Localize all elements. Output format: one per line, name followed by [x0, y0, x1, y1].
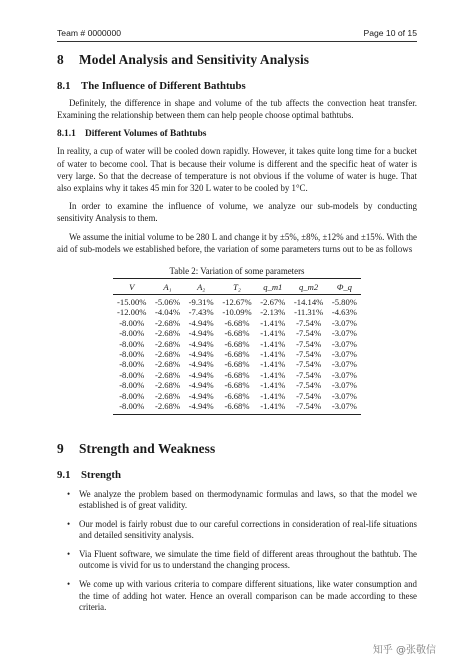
table-cell: -9.31%	[188, 297, 214, 308]
table-cell: -2.67%	[260, 297, 286, 308]
table-cell: -2.68%	[155, 359, 181, 370]
table-cell: -2.13%	[260, 307, 286, 318]
list-item	[67, 548, 417, 572]
table-row	[113, 295, 361, 308]
table-cell: -3.07%	[331, 359, 357, 370]
table-cell: -1.41%	[260, 359, 286, 370]
table-cell: -6.68%	[224, 390, 250, 401]
strength-list	[57, 489, 417, 614]
paragraph-sensitivity: In order to examine the influence of volume, we analyze our sub-models by conducting sensitivity Analysis to them.	[57, 201, 417, 224]
table-cell: -1.41%	[260, 349, 286, 360]
table-cell: -2.68%	[155, 390, 181, 401]
table-cell: -8.00%	[113, 401, 151, 414]
table-row	[113, 359, 361, 369]
table-cell: -8.00%	[119, 359, 145, 370]
list-item-text: Our model is fairly robust due to our careful corrections in consideration of real-life situations and detailed sensitivity analysis.	[79, 518, 417, 541]
list-item	[67, 579, 417, 614]
table-header-row	[113, 279, 361, 295]
table-cell: -2.68%	[151, 401, 185, 414]
table-row	[113, 370, 361, 380]
table-cell: -4.63%	[331, 307, 357, 318]
table-cell: -7.54%	[296, 349, 322, 360]
table-cell: -4.94%	[188, 390, 214, 401]
table-cell: -3.07%	[331, 317, 357, 328]
table-cell: -2.68%	[155, 349, 181, 360]
table-cell: -7.43%	[188, 307, 214, 318]
table-cell: -6.68%	[224, 369, 250, 380]
table-cell: -7.54%	[296, 317, 322, 328]
table-cell: -2.68%	[155, 380, 181, 391]
table-cell: -8.00%	[119, 369, 145, 380]
column-header-a2: A₂	[184, 279, 218, 295]
column-header-t2: T₂	[218, 279, 256, 295]
table-cell: -11.31%	[294, 307, 324, 318]
table-row	[113, 328, 361, 338]
page-number: Page 10 of 15	[363, 28, 417, 38]
table-cell: -4.94%	[188, 369, 214, 380]
table-row	[113, 380, 361, 390]
table-cell: -5.06%	[155, 297, 181, 308]
table-cell: -1.41%	[260, 390, 286, 401]
table-cell: -12.00%	[117, 307, 147, 318]
table-cell: -2.68%	[155, 369, 181, 380]
table-cell: -15.00%	[117, 297, 147, 308]
table-row	[113, 349, 361, 359]
section-title: Strength	[81, 468, 121, 481]
table-cell: -8.00%	[119, 338, 145, 349]
table-cell: -3.07%	[331, 380, 357, 391]
table-cell: -4.94%	[184, 401, 218, 414]
page-content	[57, 52, 417, 621]
table-cell: -2.68%	[155, 328, 181, 339]
table-row	[113, 339, 361, 349]
table-cell: -8.00%	[119, 349, 145, 360]
table-cell: -8.00%	[119, 317, 145, 328]
section-9-1-heading	[57, 469, 417, 481]
table-cell: -6.68%	[224, 328, 250, 339]
section-title: Model Analysis and Sensitivity Analysis	[79, 52, 310, 67]
column-header-phiq: Φ_q	[328, 279, 362, 295]
table-cell: -4.94%	[188, 317, 214, 328]
table-cell: -3.07%	[331, 328, 357, 339]
watermark: 知乎 @张敬信	[372, 645, 436, 656]
table-row	[113, 401, 361, 414]
table-cell: -7.54%	[296, 328, 322, 339]
table-cell: -2.68%	[155, 317, 181, 328]
section-number: 8.1	[57, 80, 71, 92]
section-number: 8.1.1	[57, 129, 76, 140]
section-number: 9	[57, 440, 64, 456]
paragraph-volume-intro: In reality, a cup of water will be cooled down rapidly. However, it takes quite long time for a bucket of water to become cool. That is because their volume is different and the specific heat of water is very large. So that the decrease of temperature is not obvious if the volume of water is huge. That also explains why it takes 45 min for 320 L water to be cooled by 1°C.	[57, 146, 417, 194]
column-header-qm1: q_m1	[256, 279, 290, 295]
table-cell: -8.00%	[119, 390, 145, 401]
section-8-heading	[57, 52, 417, 68]
section-title: Strength and Weakness	[79, 440, 216, 456]
table-cell: -8.00%	[119, 380, 145, 391]
list-item-text: We come up with various criteria to compare different situations, like water consumption and the time of adding hot water. Hence an overall comparison can be made according to these criteria.	[79, 579, 417, 613]
table-cell: -4.04%	[155, 307, 181, 318]
table-cell: -7.54%	[296, 338, 322, 349]
column-header-v: V	[113, 279, 151, 295]
table-row	[113, 391, 361, 401]
table-cell: -6.68%	[218, 401, 256, 414]
table-cell: -4.94%	[188, 359, 214, 370]
table-cell: -6.68%	[224, 317, 250, 328]
table-body	[113, 295, 361, 414]
column-header-qm2: q_m2	[290, 279, 328, 295]
table-cell: -7.54%	[296, 380, 322, 391]
table-cell: -7.54%	[296, 369, 322, 380]
table-cell: -1.41%	[256, 401, 290, 414]
list-item-text: We analyze the problem based on thermodynamic formulas and laws, so that the model we established is of great validity.	[79, 488, 417, 511]
table-cell: -14.14%	[293, 297, 324, 308]
list-item-text: Via Fluent software, we simulate the time field of different areas throughout the bathtub. The outcome is vivid for us to understand the changing process.	[79, 548, 417, 571]
table-cell: -2.68%	[155, 338, 181, 349]
table-cell: -6.68%	[224, 359, 250, 370]
table-cell: -1.41%	[260, 338, 286, 349]
section-title: Different Volumes of Bathtubs	[85, 129, 207, 140]
table-cell: -12.67%	[222, 297, 252, 308]
table-cell: -6.68%	[224, 380, 250, 391]
table-cell: -6.68%	[224, 338, 250, 349]
section-number: 9.1	[57, 468, 71, 481]
table-cell: -7.54%	[296, 390, 322, 401]
table-cell: -4.94%	[188, 328, 214, 339]
list-item	[67, 488, 417, 512]
bullet-icon: •	[67, 579, 71, 590]
bullet-icon: •	[67, 488, 71, 499]
table-cell: -4.94%	[188, 380, 214, 391]
table-cell: -1.41%	[260, 380, 286, 391]
table-row	[113, 307, 361, 317]
table-cell: -1.41%	[260, 317, 286, 328]
section-title: The Influence of Different Bathtubs	[81, 80, 246, 92]
section-9-heading	[57, 441, 417, 457]
section-8-1-heading	[57, 80, 417, 92]
section-number: 8	[57, 52, 64, 67]
table-cell: -1.41%	[260, 369, 286, 380]
table-cell: -4.94%	[188, 349, 214, 360]
paragraph-assumption: We assume the initial volume to be 280 L and change it by ±5%, ±8%, ±12% and ±15%. With the aid of sub-models we established before, the variation of some parameters turns out to be as follows	[57, 231, 417, 254]
table-cell: -3.07%	[328, 401, 362, 414]
table-cell: -3.07%	[331, 349, 357, 360]
table-cell: -7.54%	[290, 401, 328, 414]
table-cell: -5.80%	[331, 297, 357, 308]
table-cell: -3.07%	[331, 369, 357, 380]
bullet-icon: •	[67, 518, 71, 529]
column-header-a1: A₁	[151, 279, 185, 295]
team-number: Team # 0000000	[57, 28, 122, 38]
bullet-icon: •	[67, 548, 71, 559]
table-cell: -6.68%	[224, 349, 250, 360]
table-cell: -10.09%	[222, 307, 252, 318]
table-row	[113, 318, 361, 328]
section-8-1-paragraph: Definitely, the difference in shape and volume of the tub affects the convection heat transfer. Examining the relationship between them can help people choose optimal bathtubs.	[57, 98, 417, 121]
list-item	[67, 518, 417, 542]
table-cell: -8.00%	[119, 328, 145, 339]
table-caption: Table 2: Variation of some parameters	[169, 266, 305, 277]
table-cell: -3.07%	[331, 338, 357, 349]
page-header	[57, 27, 417, 42]
parameter-variation-table	[113, 278, 361, 414]
table-cell: -1.41%	[260, 328, 286, 339]
table-cell: -4.94%	[188, 338, 214, 349]
table-cell: -3.07%	[331, 390, 357, 401]
table-cell: -7.54%	[296, 359, 322, 370]
section-8-1-1-heading	[57, 129, 417, 139]
